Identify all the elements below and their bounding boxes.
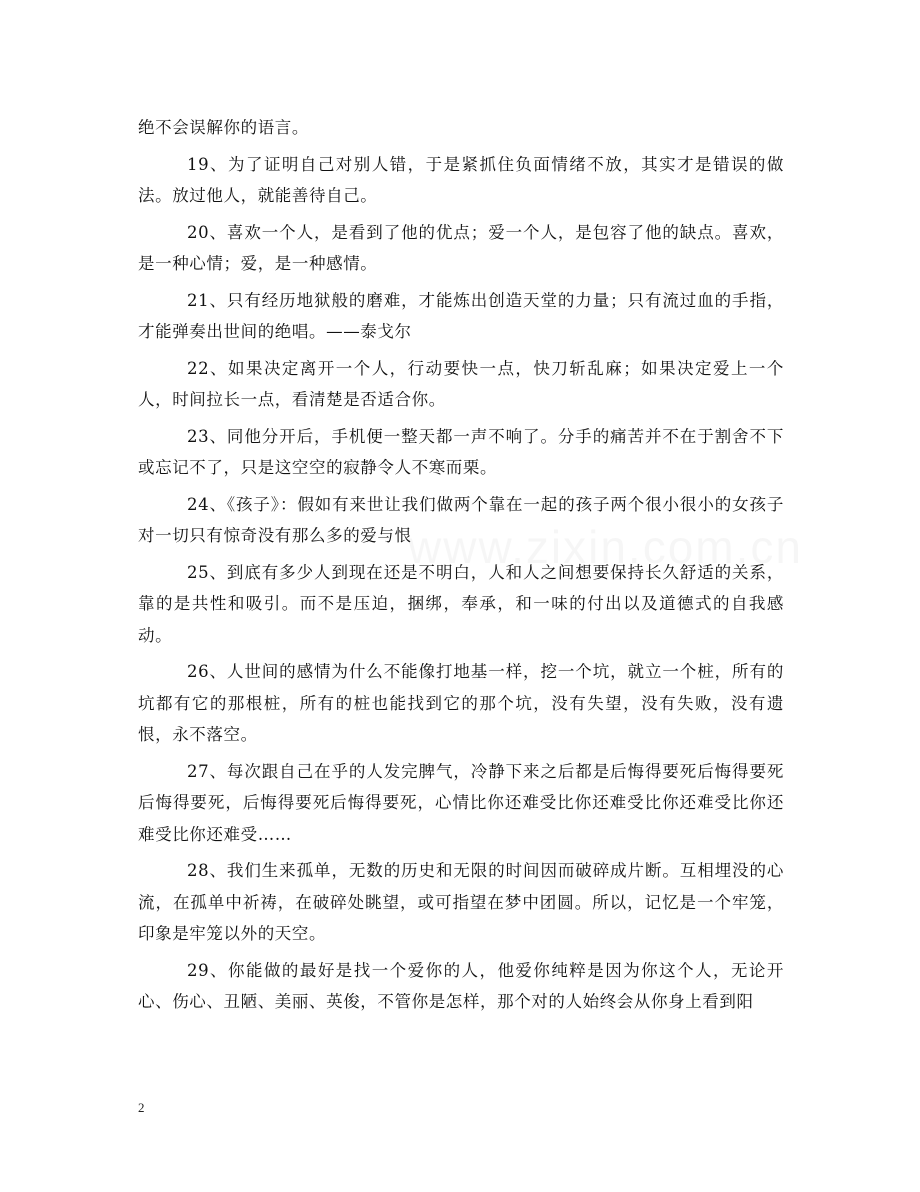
- paragraph-24: 24、《孩子》：假如有来世让我们做两个靠在一起的孩子两个很小很小的女孩子对一切只有惊奇没有那么多的爱与恨: [138, 494, 784, 545]
- paragraph-29: 29、你能做的最好是找一个爱你的人，他爱你纯粹是因为你这个人，无论开心、伤心、丑陋、美丽、英俊，不管你是怎样，那个对的人始终会从你身上看到阳: [138, 960, 784, 1011]
- paragraph-19: 19、为了证明自己对别人错，于是紧抓住负面情绪不放，其实才是错误的做法。放过他人，就能善待自己。: [138, 154, 784, 205]
- paragraph-28: 28、我们生来孤单，无数的历史和无限的时间因而破碎成片断。互相埋没的心流，在孤单中祈祷，在破碎处眺望，或可指望在梦中团圆。所以，记忆是一个牢笼，印象是牢笼以外的天空。: [138, 861, 784, 943]
- paragraph-21: 21、只有经历地狱般的磨难，才能炼出创造天堂的力量；只有流过血的手指，才能弹奏出世间的绝唱。——泰戈尔: [138, 290, 784, 341]
- paragraph-25: 25、到底有多少人到现在还是不明白，人和人之间想要保持长久舒适的关系，靠的是共性和吸引。而不是压迫，捆绑，奉承，和一味的付出以及道德式的自我感动。: [138, 562, 784, 645]
- paragraph-22: 22、如果决定离开一个人，行动要快一点，快刀斩乱麻；如果决定爱上一个人，时间拉长一点，看清楚是否适合你。: [138, 358, 784, 409]
- paragraph-23: 23、同他分开后，手机便一整天都一声不响了。分手的痛苦并不在于割舍不下或忘记不了，只是这空空的寂静令人不寒而栗。: [138, 426, 784, 477]
- document-body: [138, 112, 784, 1023]
- paragraph-27: 27、每次跟自己在乎的人发完脾气，冷静下来之后都是后悔得要死后悔得要死后悔得要死，后悔得要死后悔得要死，心情比你还难受比你还难受比你还难受比你还难受比你还难受……: [138, 761, 784, 844]
- paragraph-continuation: 绝不会误解你的语言。: [138, 118, 309, 137]
- page-number: 2: [138, 1100, 145, 1115]
- paragraph-20: 20、喜欢一个人，是看到了他的优点；爱一个人，是包容了他的缺点。喜欢，是一种心情；爱，是一种感情。: [138, 222, 784, 273]
- paragraph-26: 26、人世间的感情为什么不能像打地基一样，挖一个坑，就立一个桩，所有的坑都有它的那根桩，所有的桩也能找到它的那个坑，没有失望，没有失败，没有遗恨，永不落空。: [138, 662, 784, 744]
